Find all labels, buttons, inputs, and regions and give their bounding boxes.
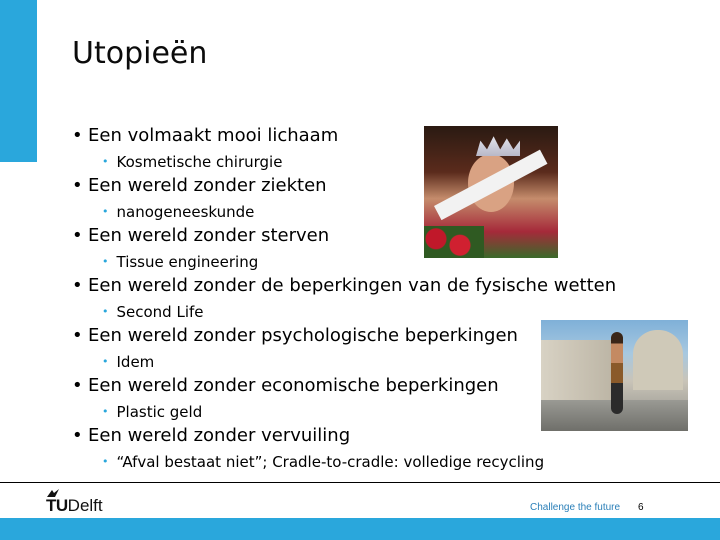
bullet-text: Een wereld zonder vervuiling: [88, 425, 351, 446]
sub-bullet-text: Plastic geld: [116, 403, 203, 421]
logo-tu: TU: [46, 496, 68, 515]
bullet-text: Een wereld zonder sterven: [88, 225, 330, 246]
avatar-figure: [611, 332, 623, 414]
bullet-item: [72, 275, 632, 325]
bullet-text: Een wereld zonder psychologische beperkingen: [88, 325, 518, 346]
second-life-photo: [541, 320, 688, 431]
sub-bullet-dot: •: [102, 405, 109, 418]
sub-bullet-text: Second Life: [116, 303, 204, 321]
sub-bullet-text: Idem: [116, 353, 155, 371]
sub-bullet: [102, 251, 258, 275]
building-shape: [541, 340, 611, 400]
page-number: 6: [638, 502, 644, 513]
footer-divider: [0, 482, 720, 483]
bullet-item: [72, 425, 632, 475]
sub-bullet: [102, 301, 204, 325]
bullet-text: Een wereld zonder economische beperkingen: [88, 375, 499, 396]
slide-title: Utopieën: [72, 36, 208, 71]
sub-bullet: [102, 151, 282, 175]
sub-bullet-dot: •: [102, 155, 109, 168]
bullet-dot: •: [72, 125, 83, 146]
bullet-text: Een wereld zonder ziekten: [88, 175, 327, 196]
sub-bullet: [102, 201, 254, 225]
bullet-dot: •: [72, 175, 83, 196]
sub-bullet-dot: •: [102, 355, 109, 368]
sub-bullet-text: Kosmetische chirurgie: [116, 153, 283, 171]
footer-tagline: Challenge the future: [530, 502, 621, 513]
logo-delft: Delft: [67, 496, 103, 515]
sub-bullet-text: Tissue engineering: [116, 253, 259, 271]
sub-bullet-text: nanogeneeskunde: [116, 203, 255, 221]
beauty-queen-photo: [424, 126, 558, 258]
sub-bullet: [102, 451, 544, 475]
footer-bar: [0, 518, 720, 540]
sub-bullet-dot: •: [102, 255, 109, 268]
crown-shape: [476, 134, 520, 156]
sub-bullet-dot: •: [102, 205, 109, 218]
bullet-dot: •: [72, 275, 83, 296]
sub-bullet-dot: •: [102, 305, 109, 318]
bullet-dot: •: [72, 225, 83, 246]
roses-shape: [424, 226, 484, 258]
bullet-dot: •: [72, 325, 83, 346]
bullet-dot: •: [72, 425, 83, 446]
bullet-dot: •: [72, 375, 83, 396]
bullet-text: Een volmaakt mooi lichaam: [88, 125, 339, 146]
sub-bullet-text: “Afval bestaat niet”; Cradle-to-cradle: volledige recycling: [116, 453, 545, 471]
tudelft-logo: [46, 496, 103, 516]
arch-shape: [633, 330, 683, 390]
sub-bullet: [102, 351, 154, 375]
sub-bullet: [102, 401, 202, 425]
accent-block: [0, 0, 37, 162]
bullet-text: Een wereld zonder de beperkingen van de fysische wetten: [88, 275, 617, 296]
sub-bullet-dot: •: [102, 455, 109, 468]
